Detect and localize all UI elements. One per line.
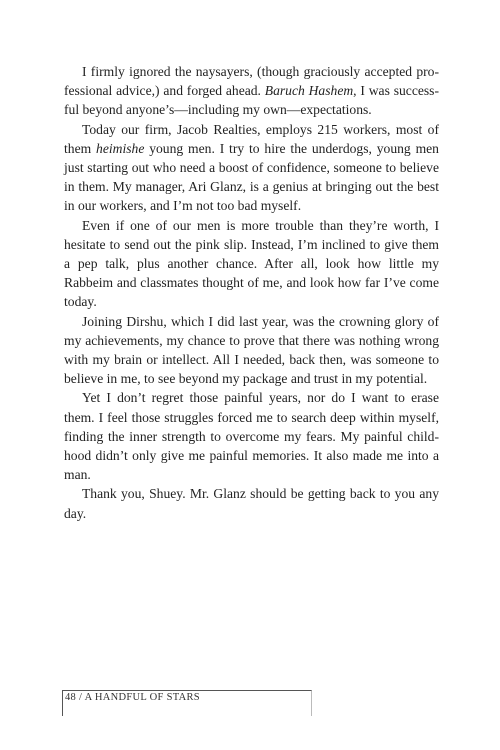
- text-run: I firmly ignored the naysayers, (though graciously accepted professional advice,) and forged ahead.: [64, 64, 439, 99]
- running-head: 48 / A HANDFUL OF STARS: [65, 692, 200, 703]
- text-run: young men. I try to hire the underdogs, young men just starting out who need a boost of confidence, someone to believe in them. My manager, Ari Glanz, is a genius at bringing out the best in our workers, and I’m not too bad myself.: [64, 140, 439, 214]
- text-run: Today our firm, Jacob Realties, employs 215 workers, most of them: [64, 121, 439, 156]
- text-run: Yet I don’t regret those painful years, nor do I want to erase them. I feel those struggles forced me to search deep within myself, finding the inner strength to overcome my fears. My painful childhood didn’t only give me painful memories. It also made me into a man.: [64, 390, 439, 483]
- italic-run: Baruch Hashem: [264, 83, 354, 99]
- text-run: Thank you, Shuey. Mr. Glanz should be getting back to you any day.: [64, 486, 439, 521]
- text-run: Even if one of our men is more trouble than they’re worth, I hesitate to send out the pink slip. Instead, I’m inclined to give them a pep talk, plus another chance. After all, look how little my Rabbeim and classmates thought of me, and look how far I’ve come today.: [64, 217, 439, 310]
- paragraph: [64, 120, 439, 216]
- page-footer: [62, 690, 312, 716]
- paragraph: [64, 484, 439, 522]
- text-run: , I was successful beyond anyone’s—including my own—expectations.: [64, 83, 439, 118]
- paragraph: [64, 388, 439, 484]
- italic-run: heimishe: [96, 140, 145, 156]
- text-run: Joining Dirshu, which I did last year, was the crowning glory of my achievements, my chance to prove that there was nothing wrong with my brain or intellect. All I needed, back then, was someone to believe in me, to see beyond my package and trust in my potential.: [64, 313, 439, 387]
- paragraph: [64, 216, 439, 312]
- body-text: [64, 62, 439, 523]
- paragraph: [64, 62, 439, 120]
- paragraph: [64, 312, 439, 389]
